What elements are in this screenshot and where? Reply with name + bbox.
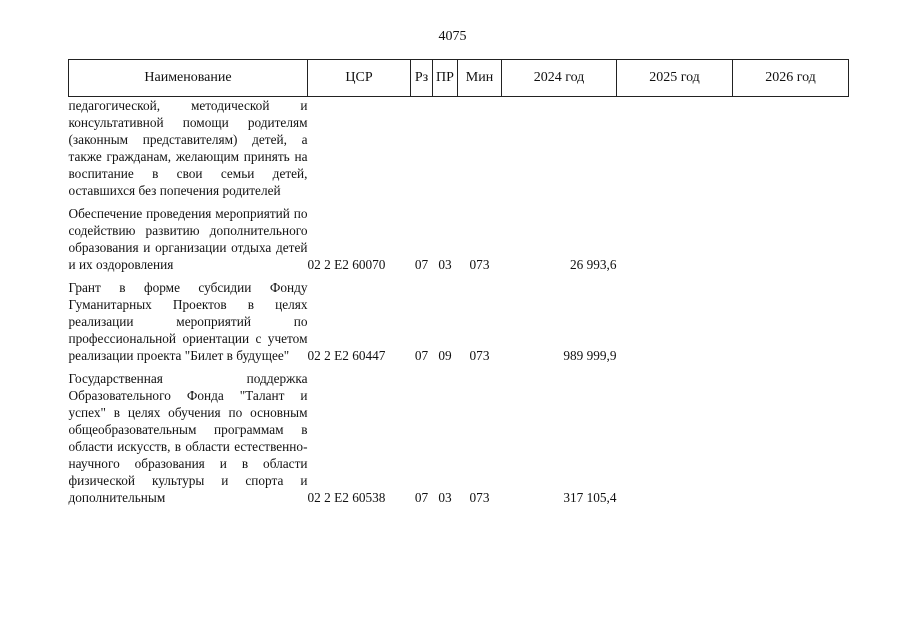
row-name: педагогической, методической и консультативной помощи родителям (законным представителям) детей, а также гражданам, желающим принять на воспитание в свои семьи детей, оставшихся без попечения родителей (68, 98, 308, 198)
table-row (69, 97, 849, 200)
header-2025: 2025 год (617, 60, 733, 97)
table-row (69, 279, 849, 364)
header-2026: 2026 год (733, 60, 849, 97)
row-csr: 02 2 E2 60447 (307, 348, 386, 363)
row-rz: 07 (414, 490, 429, 505)
row-2026 (733, 279, 849, 364)
header-csr: ЦСР (308, 60, 411, 97)
row-rz (411, 97, 433, 200)
row-2024: 317 105,4 (563, 490, 617, 505)
row-min: 073 (469, 257, 490, 272)
row-name: Грант в форме субсидии Фонду Гуманитарных Проектов в целях реализации мероприятий по профессиональной ориентации с учетом реализации проекта "Билет в будущее" (68, 280, 308, 363)
row-2025 (617, 97, 733, 200)
row-2024: 26 993,6 (569, 257, 617, 272)
row-2025 (617, 279, 733, 364)
row-csr: 02 2 E2 60538 (307, 490, 386, 505)
table-header-row (69, 60, 849, 97)
budget-table (68, 59, 849, 506)
header-2024: 2024 год (502, 60, 617, 97)
row-rz: 07 (414, 257, 429, 272)
row-2024: 989 999,9 (563, 348, 617, 363)
header-name: Наименование (69, 60, 308, 97)
row-min: 073 (469, 490, 490, 505)
row-rz: 07 (414, 348, 429, 363)
header-pr: ПР (433, 60, 458, 97)
header-rz: Рз (411, 60, 433, 97)
header-min: Мин (458, 60, 502, 97)
row-name: Государственная поддержка Образовательного Фонда "Талант и успех" в целях обучения по основным общеобразовательным программам в области искусств, в области естественно-научного образования и в области физической культуры и спорта и дополнительным (68, 371, 308, 505)
row-name: Обеспечение проведения мероприятий по содействию развитию дополнительного образования и организации отдыха детей и их оздоровления (68, 206, 308, 272)
row-2026 (733, 205, 849, 273)
row-pr: 03 (438, 490, 452, 505)
row-min (458, 97, 502, 200)
row-pr (433, 97, 458, 200)
row-pr: 03 (438, 257, 452, 272)
row-2024 (502, 97, 617, 200)
row-2026 (733, 370, 849, 506)
table-row (69, 370, 849, 506)
row-2026 (733, 97, 849, 200)
page-number: 4075 (438, 29, 467, 44)
table-row (69, 205, 849, 273)
row-pr: 09 (438, 348, 452, 363)
row-2025 (617, 205, 733, 273)
row-csr: 02 2 E2 60070 (307, 257, 386, 272)
row-csr (308, 97, 411, 200)
row-min: 073 (469, 348, 490, 363)
row-2025 (617, 370, 733, 506)
